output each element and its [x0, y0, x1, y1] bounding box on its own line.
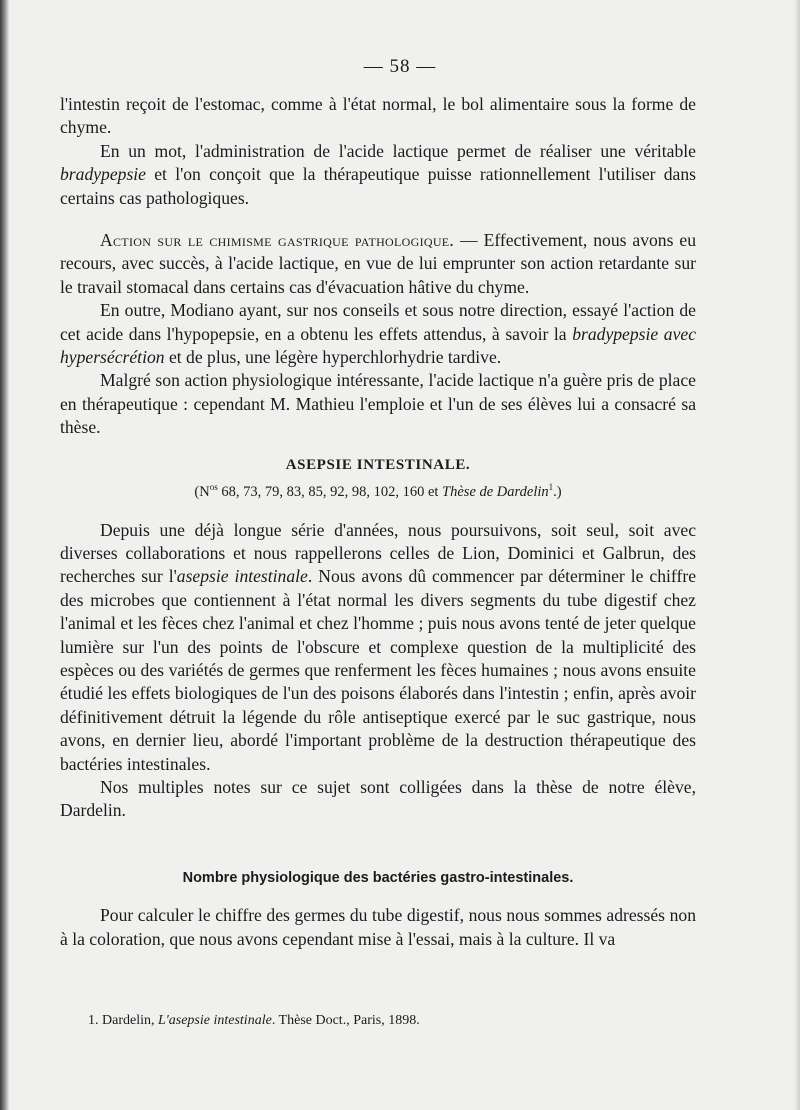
italic-term: asepsie intestinale — [176, 566, 308, 587]
refs-numbers: 68, 73, 79, 83, 85, 92, 98, 102, 160 et — [217, 484, 443, 501]
paragraph-notes: Nos multiples notes sur ce sujet sont colligées dans la thèse de notre élève, Dardelin. — [60, 776, 696, 821]
paragraph-text: et l'on conçoit que la thérapeutique puisse rationnellement l'utiliser dans certains cas pathologiques. — [60, 164, 696, 208]
page-binding-edge — [0, 0, 9, 1110]
paragraph-mathieu: Malgré son action physiologique intéressante, l'acide lactique n'a guère pris de place en thérapeutique : cependant M. Mathieu l'emploie et l'un de ses élèves lui a consacré sa thèse. — [60, 370, 696, 438]
paragraph-modiano — [60, 299, 696, 369]
paragraph-text: . Nous avons dû commencer par déterminer le chiffre des microbes que contiennent à l'état normal les divers segments du tube digestif chez l'animal et les fèces chez l'animal et chez l'homme ; puis nous avons tenté de jeter quelque lumière sur l'un des points de l'obscure et complexe question de la multiplicité des espèces ou des variétés de germes que renferment les fèces humaines ; nous avons ensuite étudié les effets biologiques de l'un des poisons élaborés dans l'intestin ; enfin, après avoir définitivement détruit la légende du rôle antiseptique exercé par le suc gastrique, nous avons, en dernier lieu, abordé l'important problème de la destruction thérapeutique des bactéries intestinales. — [60, 566, 696, 774]
refs-suffix: .) — [553, 484, 562, 501]
footnote-author: Dardelin, — [98, 1013, 158, 1028]
italic-term: bradypepsie — [60, 164, 146, 185]
paragraph-text: En outre, Modiano ayant, sur nos conseils et sous notre direction, essayé l'action de cet acide dans l'hypopepsie, en a obtenu les effets attendus, à savoir la — [60, 300, 696, 344]
page-body — [60, 93, 696, 951]
section-title-asepsie: ASEPSIE INTESTINALE. — [285, 456, 471, 473]
refs-thesis: Thèse de Dardelin — [442, 484, 549, 501]
refs-superscript: os — [209, 482, 218, 493]
refs-prefix: (N — [194, 484, 210, 501]
paragraph-text: — Effectivement, nous avons eu recours, avec succès, à l'acide lactique, en vue de lui emprunter son action retardante sur le travail stomacal dans certains cas d'évacuation hâtive du chyme. — [60, 230, 696, 297]
paragraph-calcul: Pour calculer le chiffre des germes du tube digestif, nous nous sommes adressés non à la coloration, que nous avons cependant mise à l'essai, mais à la culture. Il va — [60, 905, 696, 949]
footnote — [88, 1013, 708, 1029]
paragraph-action-heading — [60, 229, 696, 299]
footnote-title: L'asepsie intestinale — [157, 1013, 272, 1028]
paragraph-text: et de plus, une légère hyperchlorhydrie tardive. — [164, 347, 502, 368]
footnote-marker: 1 — [548, 482, 554, 493]
paragraph-depuis — [60, 519, 696, 776]
paragraph-bradypepsie — [60, 140, 696, 210]
footnote-number: 1. — [88, 1013, 99, 1028]
italic-term: bradypepsie avec hypersécrétion — [60, 323, 697, 368]
page-right-edge — [794, 0, 800, 1110]
paragraph-text: Depuis une déjà longue série d'années, nous poursuivons, soit seul, soit avec diverses collaborations et nous rappellerons celles de Lion, Dominici et Galbrun, des recherches sur l' — [60, 519, 696, 587]
paragraph-text: En un mot, l'administration de l'acide lactique permet de réaliser une véritable — [100, 140, 696, 161]
section-heading-action: Action sur le chimisme gastrique pathologique. — [100, 230, 455, 251]
page-number: — 58 — — [363, 56, 437, 77]
section-references — [60, 481, 696, 504]
section-title-nombre: Nombre physiologique des bactéries gastro-intestinales. — [182, 869, 574, 886]
footnote-rest: . Thèse Doct., Paris, 1898. — [271, 1013, 420, 1028]
paragraph-chyme: l'intestin reçoit de l'estomac, comme à l'état normal, le bol alimentaire sous la forme de chyme. — [60, 94, 696, 138]
